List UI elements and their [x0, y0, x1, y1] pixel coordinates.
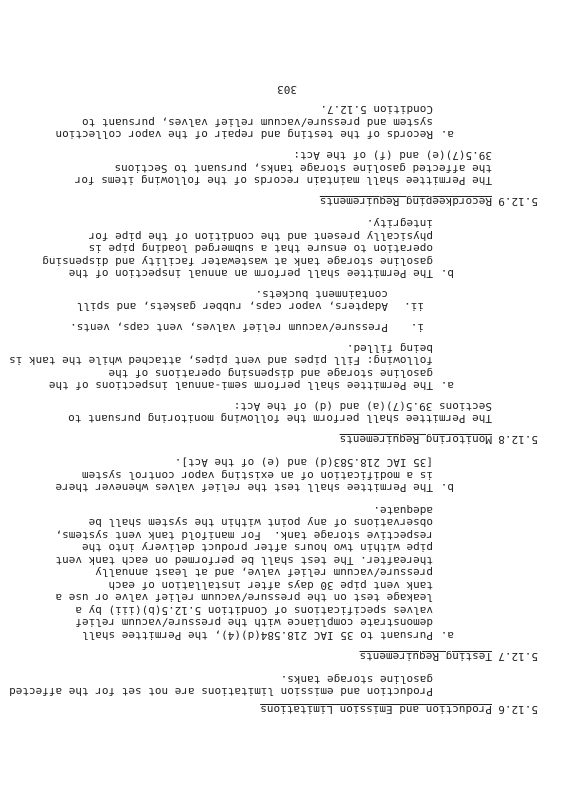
item-line: [35 IAC 218.583(d) and (e) of the Act]. [174, 456, 433, 469]
intro-line: 39.5(7)(e) and (f) of the Act: [293, 149, 492, 162]
item-line: Pursuant to 35 IAC 218.584(d)(4), the Permittee shall [82, 629, 433, 642]
item-line: The Permittee shall test the relief valves whenever there [55, 481, 433, 494]
item-line: observations of any point within the system shall be [88, 516, 433, 529]
item-label: b. [440, 481, 454, 494]
section-heading: Monitoring Requirements [339, 433, 492, 446]
item-line: adequate. [373, 504, 433, 517]
item-label: a. [440, 629, 454, 642]
body-line: gasoline storage tanks. [280, 673, 433, 686]
subitem-label: ii. [404, 300, 424, 313]
section-number: 5.12.6 [498, 703, 538, 716]
intro-line: The Permittee shall perform the following monitoring pursuant to [68, 412, 492, 425]
item-line: following: Fill pipes and vent pipes, attached while the tank is [9, 354, 433, 367]
item-line: physically present and the condition of the pipe for [88, 230, 433, 243]
intro-line: Sections 39.5(7)(a) and (d) of the Act: [233, 400, 492, 413]
item-label: a. [440, 379, 454, 392]
section-number: 5.12.9 [498, 195, 538, 208]
intro-line: the affected gasoline storage tanks, pursuant to Sections [114, 162, 492, 175]
item-line: integrity. [366, 217, 433, 230]
item-line: demonstrate compliance with the pressure/vacuum relief [75, 616, 433, 629]
item-line: respective storage tank. For manifold tank vent systems, [55, 529, 433, 542]
item-line: is a modification of an existing vapor control system [82, 469, 433, 482]
section-number: 5.12.7 [498, 650, 538, 663]
item-line: Records of the testing and repair of the vapor collection [55, 128, 433, 141]
item-line: leakage test on the pressure/vacuum relief valve or use a [55, 591, 433, 604]
item-line: The Permittee shall perform semi-annual inspections of the [48, 379, 433, 392]
subitem-line: Adapters, vapor caps, rubber gaskets, and spill [76, 300, 388, 313]
item-label: a. [440, 128, 454, 141]
subitem-line: containment buckets. [255, 288, 388, 301]
item-line: thereafter. The test shall be performed on each tank vent [55, 554, 433, 567]
item-line: gasoline storage tank at wastewater facility and dispensing [42, 255, 433, 268]
item-line: system and pressure/vacuum relief valves, pursuant to [82, 116, 433, 129]
item-line: tank vent pipe 30 days after installation of each [108, 579, 433, 592]
section-number: 5.12.8 [498, 433, 538, 446]
section-heading: Testing Requirements [359, 650, 492, 663]
page-number: 303 [277, 83, 297, 96]
item-line: being filled. [346, 342, 433, 355]
intro-line: The Permittee shall maintain records of the following items for [74, 174, 492, 187]
item-line: operation to ensure that a submerged loading pipe is [88, 242, 433, 255]
item-line: pipe within two hours after product delivery into the [82, 541, 433, 554]
item-label: b. [440, 267, 454, 280]
subitem-label: i. [410, 321, 424, 334]
item-line: Condition 5.12.7. [320, 103, 433, 116]
item-line: gasoline storage and dispensing operations of the [108, 367, 433, 380]
subitem-line: Pressure/vacuum relief valves, vent caps, vents. [70, 321, 388, 334]
section-heading: Recordkeeping Requirements [319, 195, 492, 208]
item-line: valves specifications of Condition 5.12.5(b)(iii) by a [75, 604, 433, 617]
item-line: pressure/vacuum relief valve, and at least annually [95, 566, 433, 579]
section-heading: Production and Emission Limitations [260, 703, 492, 716]
item-line: The Permittee shall perform an annual inspection of the [68, 267, 433, 280]
body-line: Production and emission limitations are not set for the affected [9, 685, 433, 698]
